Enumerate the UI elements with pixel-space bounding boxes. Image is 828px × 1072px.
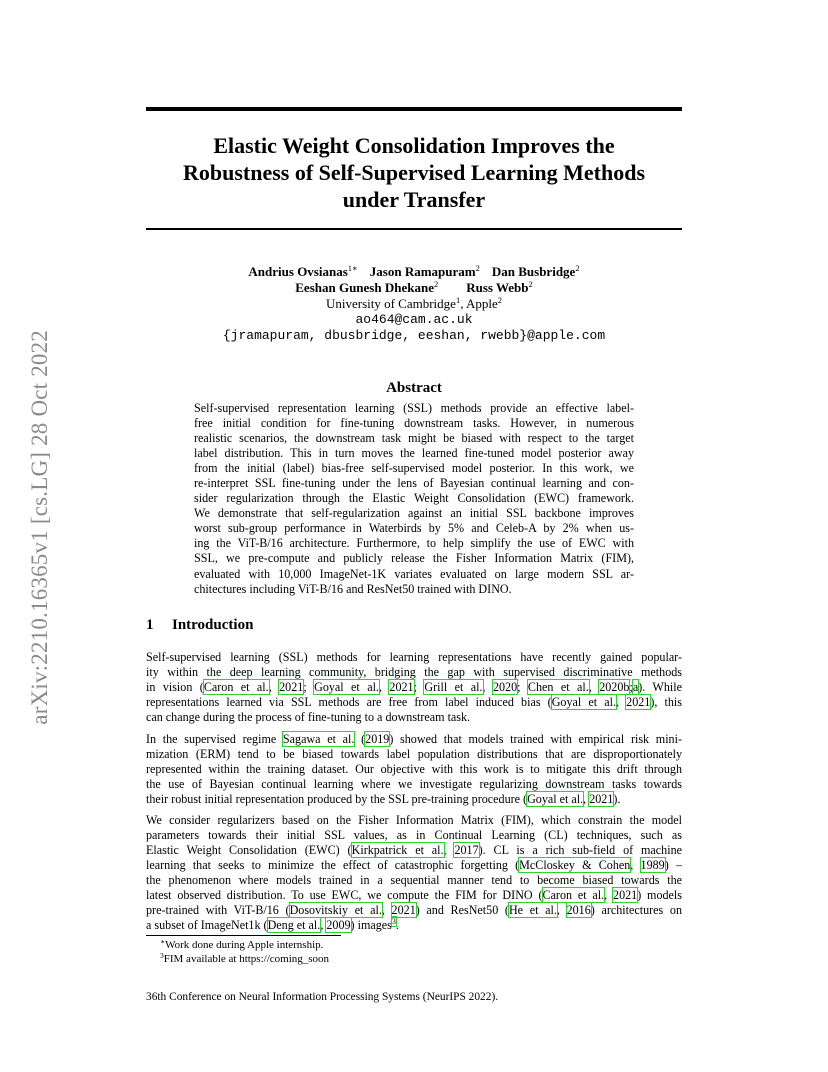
citation-year-link[interactable]: 2017 (454, 843, 479, 858)
footnote-text: FIM available at https://coming_soon (163, 953, 330, 965)
author-affiliation-mark: 2 (575, 263, 580, 273)
citation-year-link[interactable]: 2021 (391, 903, 416, 918)
footnote-item (160, 952, 329, 966)
text-line: the use of Bayesian continual learning where we investigate regularizing downstream tasks towards (146, 777, 682, 792)
affiliation-name: University of Cambridge (325, 296, 456, 311)
section-heading-introduction (146, 617, 253, 634)
title-line: Elastic Weight Consolidation Improves the (213, 133, 615, 158)
abstract-line: from the initial (label) bias-free self-supervised model posterior. In this work, we (194, 461, 634, 476)
intro-paragraph-1 (146, 650, 682, 725)
arxiv-identifier-stamp (26, 292, 54, 762)
author-name: Dan Busbridge (491, 264, 576, 279)
author-affiliation-mark: 2 (475, 263, 480, 273)
title-line: under Transfer (342, 187, 486, 212)
text-line: latest observed distribution. To use EWC, we compute the FIM for DINO (Caron et al., 2021) models (146, 888, 682, 903)
abstract-line: re-interpret SSL fine-tuning under the lens of Bayesian continual learning and con- (194, 476, 634, 491)
author-affiliation-mark: 2 (433, 279, 439, 289)
footnote-mark: 3 (160, 951, 164, 960)
section-title: Introduction (172, 617, 254, 633)
citation-link[interactable]: McCloskey & Cohen (519, 858, 631, 873)
text-line: We consider regularizers based on the Fisher Information Matrix (FIM), which constrain the model (146, 813, 682, 827)
citation-link[interactable]: Chen et al. (527, 680, 589, 695)
footnote-mark: ∗ (160, 937, 166, 946)
text-line: can change during the process of fine-tuning to a downstream task. (146, 710, 471, 725)
affiliation-mark: 2 (497, 295, 503, 305)
citation-year-link[interactable]: 1989 (640, 858, 665, 873)
affiliation-name: , Apple (460, 296, 498, 311)
abstract-line: label distribution. This in turn moves the learned fine-tuned model posterior away (194, 446, 634, 461)
citation-link[interactable]: Goyal et al. (314, 680, 379, 695)
affiliation-mark: 1 (455, 295, 461, 305)
citation-link[interactable]: He et al. (508, 903, 557, 918)
citation-year-link[interactable]: 2019 (365, 732, 390, 746)
citation-link[interactable]: Sagawa et al. (282, 732, 355, 746)
footnote-item (160, 938, 329, 952)
citation-link[interactable]: Caron et al. (542, 888, 605, 903)
text-line: learning that seeks to minimize the effect of catastrophic forgetting (McCloskey & Cohen, 1989) – (146, 858, 682, 873)
citation-year-link[interactable]: 2020b (599, 680, 630, 695)
abstract-line: realistic scenarios, the downstream task might be biased with respect to the target (194, 431, 634, 446)
title-bottom-rule (146, 228, 682, 230)
arxiv-identifier-text: arXiv:2210.16365v1 [cs.LG] 28 Oct 2022 (27, 329, 52, 725)
abstract-line: sider regularization through the Elastic Weight Consolidation (EWC) framework. (194, 491, 634, 506)
title-line: Robustness of Self-Supervised Learning Methods (182, 160, 646, 185)
citation-year-link[interactable]: a (632, 680, 639, 695)
text-line: in vision (Caron et al., 2021; Goyal et al., 2021; Grill et al., 2020; Chen et al., 2020b;a). While (146, 680, 682, 695)
footnote-divider (146, 935, 341, 936)
text-line: represented within the training dataset. Our objective with this work is to mitigate this drift through (146, 762, 682, 777)
abstract-text (194, 401, 634, 597)
citation-link[interactable]: Kirkpatrick et al. (351, 843, 444, 858)
abstract-line: We demonstrate that self-regularization against an initial SSL backbone improves (194, 506, 634, 521)
citation-year-link[interactable]: 2021 (613, 888, 638, 903)
citation-year-link[interactable]: 2016 (566, 903, 591, 918)
citation-link[interactable]: Deng et al. (267, 918, 321, 933)
text-line: representations learned via SSL methods are free from label induced bias (Goyal et al., 2021), this (146, 695, 682, 710)
citation-year-link[interactable]: 2021 (626, 695, 651, 710)
paper-title (146, 132, 682, 213)
citation-year-link[interactable]: 2021 (389, 680, 414, 695)
citation-link[interactable]: Caron et al. (203, 680, 269, 695)
text-line: a subset of ImageNet1k (Deng et al., 2009) images$^3$. (146, 917, 399, 933)
text-line: Self-supervised learning (SSL) methods for learning representations have recently gained popular- (146, 650, 682, 664)
citation-year-link[interactable]: 2020 (492, 680, 518, 695)
author-row (146, 264, 682, 280)
intro-paragraph-2 (146, 732, 682, 807)
footnote-reference-link[interactable]: 3 (391, 917, 396, 927)
author-affiliation-mark: 1∗ (347, 263, 358, 273)
author-name: Russ Webb (466, 280, 529, 295)
text-line: their robust initial representation produced by the SSL pre-training procedure (Goyal et al., 2021). (146, 792, 621, 807)
citation-year-link[interactable]: 2021 (589, 792, 614, 807)
text-line: pre-trained with ViT-B/16 (Dosovitskiy et al., 2021) and ResNet50 (He et al., 2016) architectures on (146, 903, 682, 918)
author-block (146, 264, 682, 344)
abstract-line: free initial condition for fine-tuning downstream tasks. However, in numerous (194, 416, 634, 431)
text-line: mization (ERM) tend to be biased towards label population distributions that are disproportionately (146, 747, 682, 762)
conference-footer: 36th Conference on Neural Information Processing Systems (NeurIPS 2022). (146, 991, 499, 1003)
author-name: Eeshan Gunesh Dhekane (295, 280, 434, 295)
citation-link[interactable]: Grill et al. (424, 680, 483, 695)
text-line: the phenomenon where models trained in a sequential manner tend to become biased towards the (146, 873, 682, 888)
abstract-heading: Abstract (386, 380, 442, 396)
citation-year-link[interactable]: 2021 (279, 680, 304, 695)
citation-year-link[interactable]: 2009 (326, 918, 351, 933)
citation-link[interactable]: Dosovitskiy et al. (289, 903, 382, 918)
abstract-line: evaluated with 10,000 ImageNet-1K variates evaluated on large modern SSL ar- (194, 566, 634, 581)
author-row (146, 280, 682, 296)
footnote-text: Work done during Apple internship. (165, 939, 324, 951)
intro-paragraph-3 (146, 813, 682, 933)
author-name: Jason Ramapuram (369, 264, 476, 279)
text-line: ity within the deep learning community, bridging the gap with supervised discriminative methods (146, 665, 682, 680)
citation-link[interactable]: Goyal et al. (527, 792, 584, 807)
citation-link[interactable]: Goyal et al. (551, 695, 616, 710)
author-affiliation-mark: 2 (528, 279, 533, 289)
abstract-line: worst sub-group performance in Waterbirds by 5% and Celeb-A by 2% when us- (194, 521, 634, 536)
author-email: ao464@cam.ac.uk (355, 312, 473, 327)
footnotes (160, 938, 329, 966)
affiliation-line (146, 296, 682, 312)
abstract-line: ing the ViT-B/16 architecture. Furthermore, to help simplify the use of EWC with (194, 536, 634, 551)
section-number: 1 (146, 617, 154, 633)
title-top-rule (146, 107, 682, 111)
abstract-line: SSL, we pre-compute and publicly release the Fisher Information Matrix (FIM), (194, 551, 634, 566)
text-line: In the supervised regime Sagawa et al. (2019) showed that models trained with empirical risk mini- (146, 732, 682, 746)
author-name: Andrius Ovsianas (248, 264, 348, 279)
abstract-line: Self-supervised representation learning (SSL) methods provide an effective label- (194, 401, 634, 415)
abstract-line: chitectures including ViT-B/16 and ResNet50 trained with DINO. (194, 581, 512, 596)
text-line: Elastic Weight Consolidation (EWC) (Kirkpatrick et al., 2017). CL is a rich sub-field of machine (146, 843, 682, 858)
author-email: {jramapuram, dbusbridge, eeshan, rwebb}@apple.com (222, 328, 606, 343)
text-line: parameters towards their initial SSL values, as in Continual Learning (CL) techniques, such as (146, 828, 682, 843)
